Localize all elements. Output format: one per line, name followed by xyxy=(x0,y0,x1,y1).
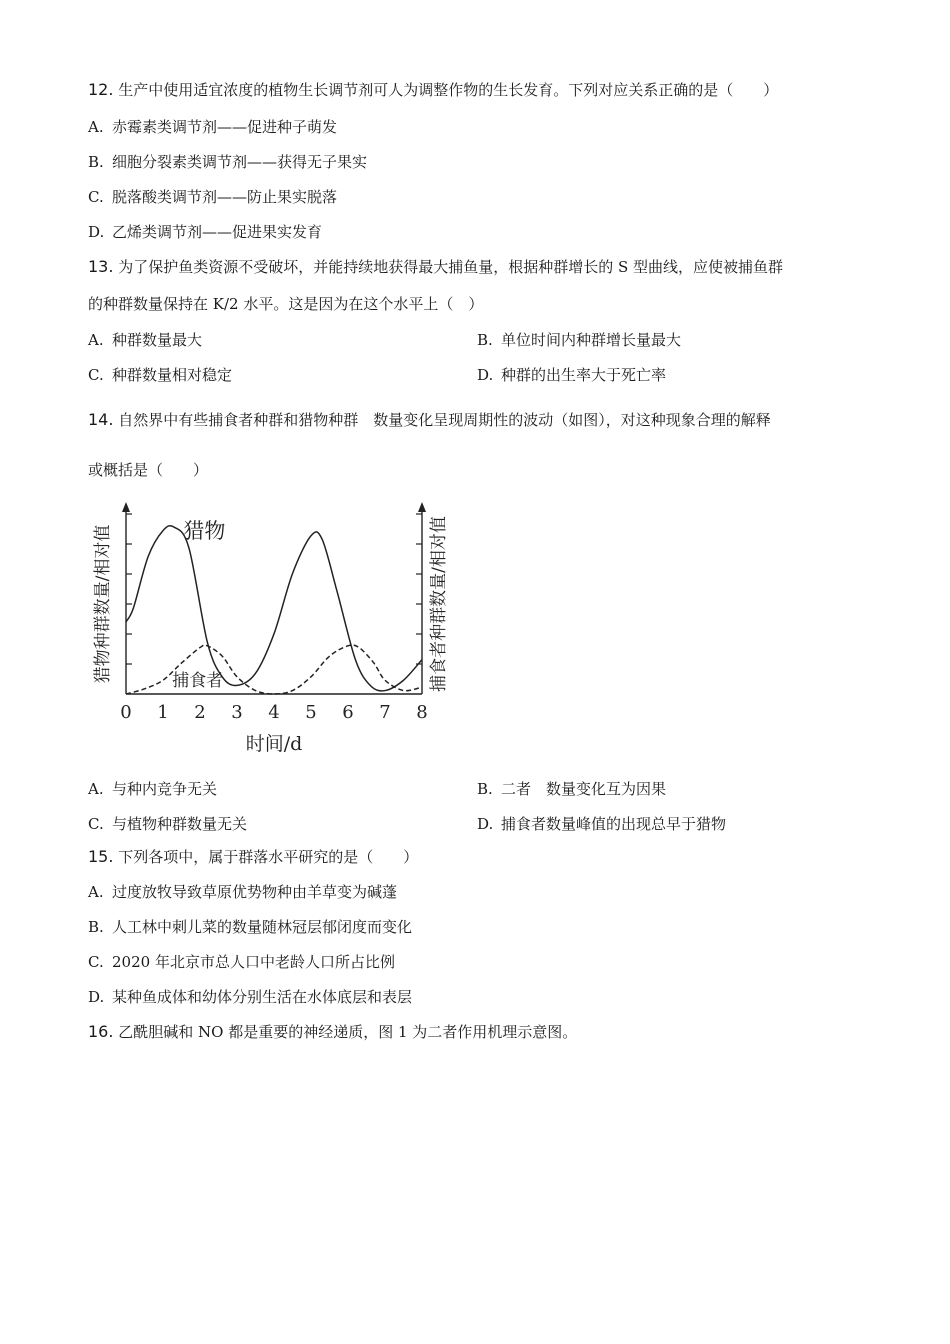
option-letter: C. xyxy=(88,366,104,384)
prey-annotation: 猎物 xyxy=(183,519,226,543)
question-number: 13. xyxy=(88,257,114,276)
option-letter: D. xyxy=(88,988,105,1006)
option-text: 单位时间内种群增长量最大 xyxy=(501,331,682,349)
chart-axes xyxy=(122,502,426,694)
q14-stem xyxy=(88,410,771,430)
option-letter: B. xyxy=(477,331,493,349)
question-text: 生产中使用适宜浓度的植物生长调节剂可人为调整作物的生长发育。下列对应关系正确的是（ ） xyxy=(118,81,779,99)
option-text: 与植物种群数量无关 xyxy=(112,815,248,833)
y-axis-label-right: 捕食者种群数量/相对值 xyxy=(429,516,449,692)
option-text: 某种鱼成体和幼体分别生活在水体底层和表层 xyxy=(112,988,413,1006)
q13-stem xyxy=(88,257,783,277)
x-tick-label: 7 xyxy=(379,702,391,723)
option-letter: A. xyxy=(88,780,104,798)
option-text: 人工林中刺儿菜的数量随林冠层郁闭度而变化 xyxy=(112,918,413,936)
option-letter: C. xyxy=(88,188,104,206)
option-text: 种群数量最大 xyxy=(112,331,203,349)
option-text: 脱落酸类调节剂——防止果实脱落 xyxy=(112,188,338,206)
option-letter: B. xyxy=(477,780,493,798)
question-number: 15. xyxy=(88,847,114,866)
option-text: 细胞分裂素类调节剂——获得无子果实 xyxy=(112,153,368,171)
x-tick-label: 3 xyxy=(231,702,243,723)
question-text: 自然界中有些捕食者种群和猎物种群 数量变化呈现周期性的波动（如图），对这种现象合理的解释 xyxy=(118,411,771,429)
option-letter: A. xyxy=(88,883,104,901)
option-letter: B. xyxy=(88,153,104,171)
q15-option-a[interactable] xyxy=(88,882,397,902)
x-tick-label: 1 xyxy=(157,702,169,723)
q13-option-d[interactable] xyxy=(477,365,666,385)
question-number: 14. xyxy=(88,410,114,429)
q15-option-b[interactable] xyxy=(88,917,412,937)
question-text: 为了保护鱼类资源不受破坏，并能持续地获得最大捕鱼量，根据种群增长的 S 型曲线，应使被捕鱼群 xyxy=(118,258,784,276)
q13-stem-line2: 的种群数量保持在 K/2 水平。这是因为在这个水平上（ ） xyxy=(88,295,484,313)
q14-option-d[interactable] xyxy=(477,814,726,834)
option-text: 赤霉素类调节剂——促进种子萌发 xyxy=(112,118,338,136)
q14-option-b[interactable] xyxy=(477,779,666,799)
option-text: 种群数量相对稳定 xyxy=(112,366,233,384)
prey-series-line xyxy=(126,526,422,691)
q16-stem xyxy=(88,1022,577,1042)
predator-series-line xyxy=(126,645,422,694)
option-text: 乙烯类调节剂——促进果实发育 xyxy=(112,223,323,241)
q13-option-a[interactable] xyxy=(88,330,202,350)
q13-option-b[interactable] xyxy=(477,330,681,350)
question-number: 12. xyxy=(88,80,114,99)
option-letter: D. xyxy=(88,223,105,241)
x-tick-label: 6 xyxy=(342,702,354,723)
q14-stem-line2: 或概括是（ ） xyxy=(88,461,209,479)
q13-option-c[interactable] xyxy=(88,365,232,385)
option-letter: D. xyxy=(477,815,494,833)
chart-series-layer xyxy=(126,526,422,694)
chart-labels-layer xyxy=(93,516,449,755)
question-text: 下列各项中，属于群落水平研究的是（ ） xyxy=(118,848,419,866)
q15-option-d[interactable] xyxy=(88,987,412,1007)
x-axis-label: 时间/d xyxy=(245,733,303,755)
q15-stem xyxy=(88,847,418,867)
q12-stem xyxy=(88,80,778,100)
option-text: 二者 数量变化互为因果 xyxy=(501,780,667,798)
option-letter: C. xyxy=(88,953,104,971)
x-tick-label: 0 xyxy=(120,702,132,723)
q14-option-a[interactable] xyxy=(88,779,217,799)
q12-option-c[interactable] xyxy=(88,187,337,207)
q12-option-a[interactable] xyxy=(88,117,337,137)
q12-option-b[interactable] xyxy=(88,152,367,172)
option-text: 捕食者数量峰值的出现总早于猎物 xyxy=(501,815,727,833)
option-letter: C. xyxy=(88,815,104,833)
x-tick-label: 2 xyxy=(194,702,206,723)
question-text: 乙酰胆碱和 NO 都是重要的神经递质，图 1 为二者作用机理示意图。 xyxy=(118,1023,578,1041)
question-number: 16. xyxy=(88,1022,114,1041)
x-tick-label: 4 xyxy=(268,702,280,723)
option-letter: A. xyxy=(88,118,104,136)
chart-svg xyxy=(92,494,462,754)
q12-option-d[interactable] xyxy=(88,222,322,242)
option-text: 2020 年北京市总人口中老龄人口所占比例 xyxy=(112,953,395,971)
predator-prey-chart xyxy=(92,494,462,754)
y-axis-left-arrow xyxy=(122,502,130,512)
x-tick-label: 5 xyxy=(305,702,317,723)
option-letter: B. xyxy=(88,918,104,936)
option-text: 种群的出生率大于死亡率 xyxy=(501,366,667,384)
predator-annotation: 捕食者 xyxy=(172,671,224,691)
option-letter: A. xyxy=(88,331,104,349)
q15-option-c[interactable] xyxy=(88,952,395,972)
option-text: 与种内竞争无关 xyxy=(112,780,218,798)
q14-option-c[interactable] xyxy=(88,814,247,834)
option-letter: D. xyxy=(477,366,494,384)
y-axis-right-arrow xyxy=(418,502,426,512)
x-tick-label: 8 xyxy=(416,702,428,723)
y-axis-label-left: 猎物种群数量/相对值 xyxy=(93,524,113,684)
option-text: 过度放牧导致草原优势物种由羊草变为碱蓬 xyxy=(112,883,398,901)
